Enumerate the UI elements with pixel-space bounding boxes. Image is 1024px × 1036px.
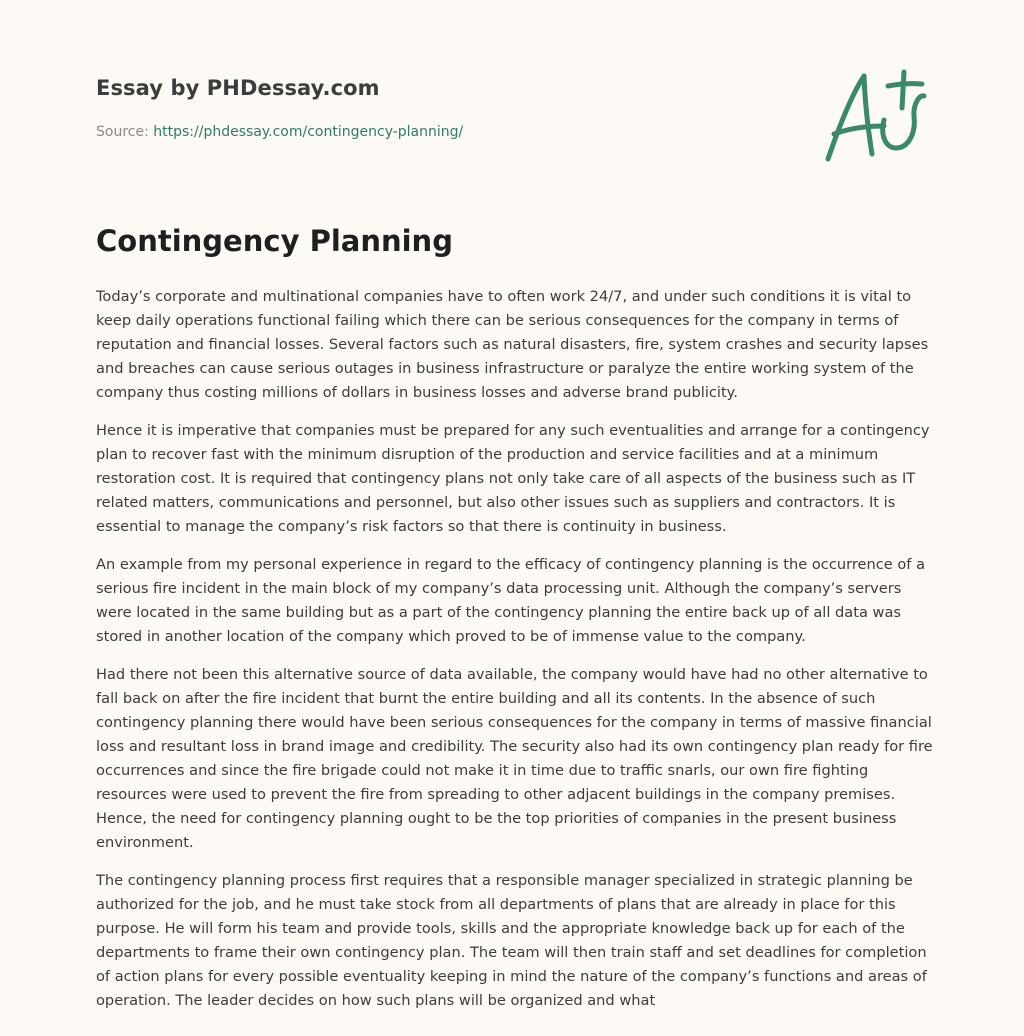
source-line <box>96 124 463 140</box>
essay-paragraph: Hence it is imperative that companies must be prepared for any such eventualities and arrange for a contingency plan to recover fast with the minimum disruption of the production and service facilities and at a minimum restoration cost. It is required that contingency plans not only take care of all aspects of the business such as IT related matters, communications and personnel, but also other issues such as suppliers and contractors. It is essential to manage the company’s risk factors so that there is continuity in business. <box>96 422 930 535</box>
essay-paragraph: Today’s corporate and multinational companies have to often work 24/7, and under such conditions it is vital to keep daily operations functional failing which there can be serious consequences for the company in terms of reputation and financial losses. Several factors such as natural disasters, fire, system crashes and security lapses and breaches can cause serious outages in business infrastructure or paralyze the entire working system of the company thus costing millions of dollars in business losses and adverse brand publicity. <box>96 288 929 401</box>
essay-paragraph: An example from my personal experience in regard to the efficacy of contingency planning is the occurrence of a serious fire incident in the main block of my company’s data processing unit. Although the company’s servers were located in the same building but as a part of the contingency planning the entire back up of all data was stored in another location of the company which proved to be of immense value to the company. <box>96 556 926 645</box>
source-link[interactable]: https://phdessay.com/contingency-planning/ <box>153 124 464 140</box>
essay-paragraph: Had there not been this alternative source of data available, the company would have had no other alternative to fall back on after the fire incident that burnt the entire building and all its contents. In the absence of such contingency planning there would have been serious consequences for the company in terms of massive financial loss and resultant loss in brand image and credibility. The security also had its own contingency plan ready for fire occurrences and since the fire brigade could not make it in time due to traffic snarls, our own fire fighting resources were used to prevent the fire from spreading to other adjacent buildings in the company premises. Hence, the need for contingency planning ought to be the top priorities of companies in the present business environment. <box>96 666 933 851</box>
essay-body <box>96 285 934 1027</box>
site-brand: Essay by PHDessay.com <box>96 76 380 100</box>
essay-paragraph: The contingency planning process first requires that a responsible manager specialized in strategic planning be authorized for the job, and he must take stock from all departments of plans that are already in place for this purpose. He will form his team and provide tools, skills and the appropriate knowledge back up for each of the departments to frame their own contingency plan. The team will then train staff and set deadlines for completion of action plans for every possible eventuality keeping in mind the nature of the company’s functions and areas of operation. The leader decides on how such plans will be organized and what <box>96 872 927 1009</box>
a-plus-logo-icon <box>818 64 930 168</box>
source-label: Source: <box>96 124 149 140</box>
essay-title: Contingency Planning <box>96 224 453 258</box>
